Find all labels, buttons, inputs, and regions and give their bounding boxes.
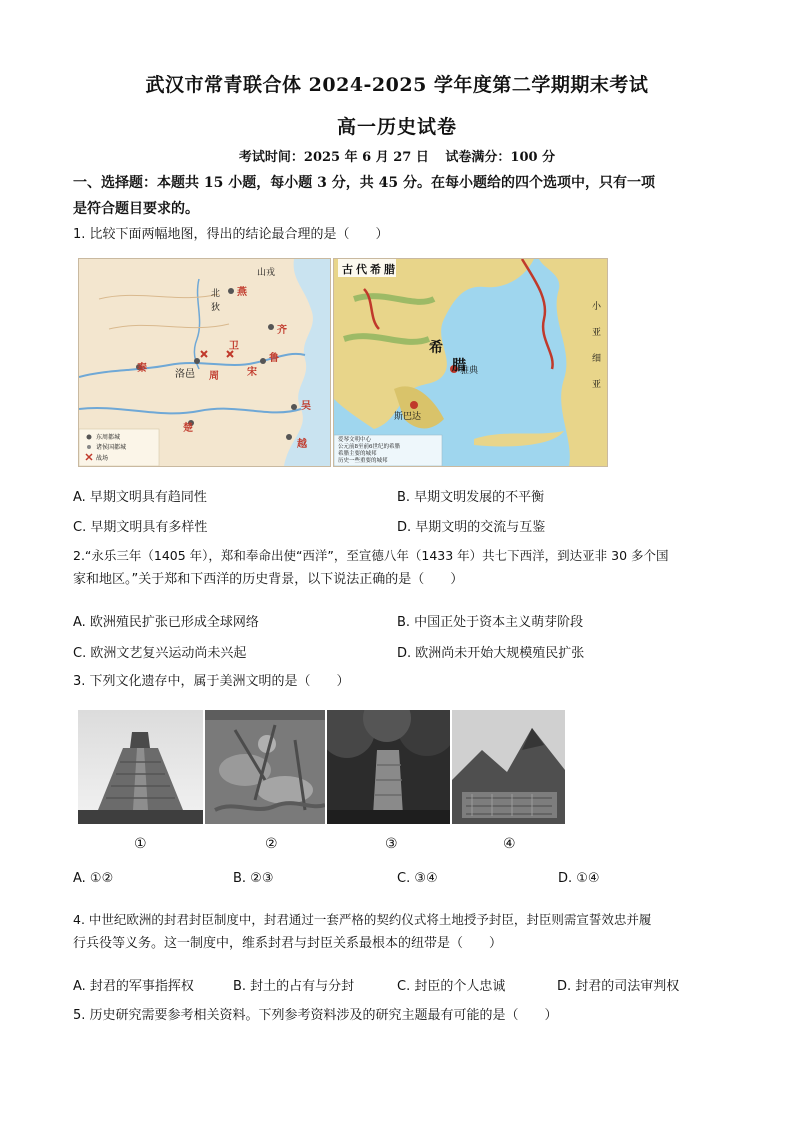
map2-legend-greece: 公元前8至前6世纪的希腊: [338, 444, 400, 450]
exam-meta: [0, 146, 794, 165]
map1-label-zhou: 周: [209, 371, 219, 382]
map2-label-la: 腊: [452, 358, 466, 374]
photo-machu-picchu: [452, 710, 565, 824]
map-ancient-greece: [333, 258, 608, 467]
map1-label-lu: 鲁: [269, 353, 279, 364]
q2-option-c[interactable]: C. 欧洲文艺复兴运动尚未兴起: [73, 646, 247, 661]
q4-stem-line1: 4. 中世纪欧洲的封君封臣制度中，封君通过一套严格的契约仪式将土地授予封臣，封臣则需宣誓效忠并履: [73, 912, 652, 927]
exam-title: 武汉市常青联合体 2024-2025 学年度第二学期期末考试: [145, 74, 649, 96]
map1-legend-battle: 战场: [96, 455, 109, 462]
q4-stem: [73, 908, 733, 956]
map-eastern-zhou: [78, 258, 331, 467]
map2-label-xi: 希: [429, 340, 443, 356]
q1-option-d[interactable]: D. 早期文明的交流与互鉴: [397, 520, 546, 535]
q3-caption-1: ①: [134, 836, 147, 852]
q2-stem-line1: 2.“永乐三年（1405 年），郑和奉命出使“西洋”，至宣德八年（1433 年）共七下西洋，到达亚非 30 多个国: [73, 548, 669, 563]
map1-legend-capital: 东周都城: [96, 434, 121, 441]
exam-time: 考试时间：2025 年 6 月 27 日: [238, 150, 429, 165]
map1-legend-states: 诸侯国都城: [96, 444, 127, 451]
q4-option-b[interactable]: B. 封土的占有与分封: [233, 979, 355, 994]
q2-option-a[interactable]: A. 欧洲殖民扩张已形成全球网络: [73, 615, 259, 630]
q4-option-c[interactable]: C. 封臣的个人忠诚: [397, 979, 506, 994]
map2-label-xiao: 小: [592, 302, 602, 312]
q2-stem: [73, 544, 733, 592]
photo-pyramid: [78, 710, 203, 824]
map1-label-bei: 北: [211, 289, 221, 299]
q3-caption-3: ③: [385, 836, 398, 852]
q1-option-a[interactable]: A. 早期文明具有趋同性: [73, 490, 207, 505]
q1-option-c[interactable]: C. 早期文明具有多样性: [73, 520, 208, 535]
q4-option-a[interactable]: A. 封君的军事指挥权: [73, 979, 194, 994]
q3-option-c[interactable]: C. ③④: [397, 871, 438, 886]
map1-label-chu: 楚: [183, 423, 193, 434]
q3-option-d[interactable]: D. ①④: [558, 871, 600, 886]
map1-label-yue: 越: [297, 439, 307, 450]
map2-legend-aegean: 爱琴文明中心: [338, 437, 372, 443]
map2-legend-other-cities: 历史一些重要的城邦: [338, 458, 388, 464]
map1-label-wu: 吴: [301, 401, 311, 412]
section-heading: [73, 170, 733, 222]
q4-option-d[interactable]: D. 封君的司法审判权: [557, 979, 680, 994]
map1-label-di: 狄: [211, 303, 221, 313]
map1-label-qin: 秦: [137, 363, 147, 374]
map1-label-luoyi: 洛邑: [175, 369, 195, 380]
section-heading-line2: 是符合题目要求的。: [73, 201, 199, 217]
map2-title: 古代希腊: [342, 263, 398, 276]
map2-legend-main-cities: 希腊主要的城邦: [338, 451, 377, 457]
q3-option-b[interactable]: B. ②③: [233, 871, 274, 886]
map2-label-sparta: 斯巴达: [394, 412, 422, 422]
exam-score: 试卷满分：100 分: [445, 150, 556, 165]
q2-stem-line2: 家和地区。”关于郑和下西洋的历史背景，以下说法正确的是（ ）: [73, 572, 464, 587]
map1-label-qi: 齐: [277, 325, 287, 336]
map2-label-athens: 雅典: [460, 366, 479, 376]
photo-tower-ruins: [327, 710, 450, 824]
q2-option-d[interactable]: D. 欧洲尚未开始大规模殖民扩张: [397, 646, 585, 661]
map2-label-ya: 亚: [592, 328, 602, 338]
q3-option-a[interactable]: A. ①②: [73, 871, 114, 886]
q1-stem: 1. 比较下面两幅地图，得出的结论最合理的是（ ）: [73, 227, 389, 242]
map1-label-song: 宋: [247, 367, 257, 378]
q3-caption-4: ④: [503, 836, 516, 852]
q3-stem: 3. 下列文化遗存中，属于美洲文明的是（ ）: [73, 674, 350, 689]
q2-option-b[interactable]: B. 中国正处于资本主义萌芽阶段: [397, 615, 584, 630]
map1-label-wei: 卫: [229, 341, 239, 352]
map1-label-shanrong: 山戎: [257, 268, 276, 278]
exam-subtitle: 高一历史试卷: [336, 116, 457, 138]
map1-label-yan: 燕: [237, 287, 247, 298]
map2-label-xi2: 细: [592, 354, 602, 364]
map2-label-ya2: 亚: [592, 380, 602, 390]
q3-caption-2: ②: [265, 836, 278, 852]
section-heading-line1: 一、选择题：本题共 15 小题，每小题 3 分，共 45 分。在每小题给的四个选项中，只有一项: [73, 175, 655, 191]
q5-stem: 5. 历史研究需要参考相关资料。下列参考资料涉及的研究主题最有可能的是（ ）: [73, 1008, 558, 1023]
q1-option-b[interactable]: B. 早期文明发展的不平衡: [397, 490, 545, 505]
q4-stem-line2: 行兵役等义务。这一制度中，维系封君与封臣关系最根本的纽带是（ ）: [73, 936, 503, 951]
photo-relief: [205, 710, 325, 824]
